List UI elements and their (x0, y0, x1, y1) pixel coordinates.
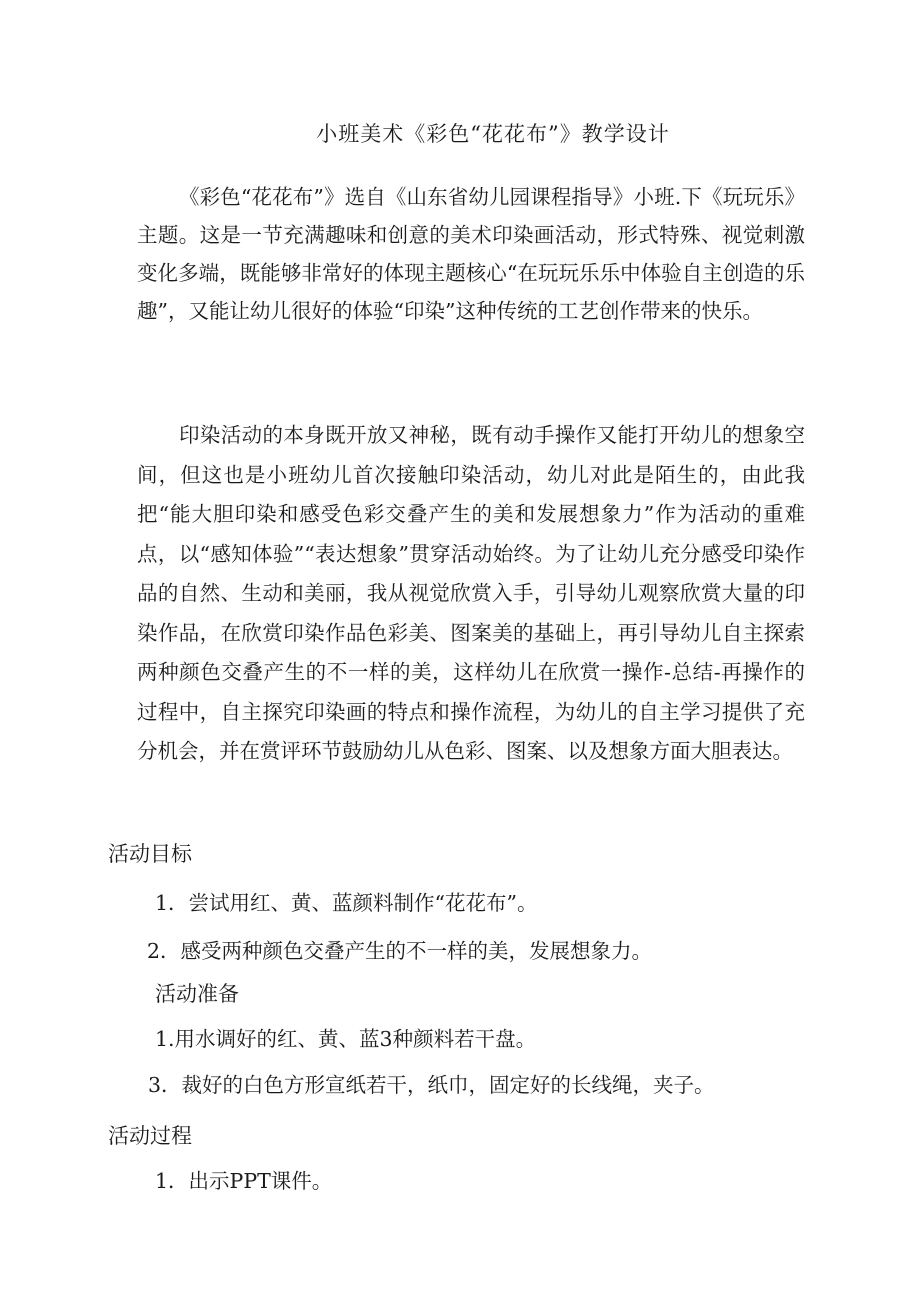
intro-paragraph: 《彩色“花花布”》选自《山东省幼儿园课程指导》小班.下《玩玩乐》主题。这是一节充满趣味和创意的美术印染画活动，形式特殊、视觉刺激变化多端，既能够非常好的体现主题核心“在玩玩乐乐中体验自主创造的乐趣”，又能让幼儿很好的体验“印染”这种传统的工艺创作带来的快乐。 (137, 185, 805, 323)
process-item-1: 1．出示PPT课件。 (155, 1169, 333, 1193)
preparation-item-2: 3．裁好的白色方形宣纸若干，纸巾，固定好的长线绳，夹子。 (148, 1073, 715, 1097)
goal-item-1: 1．尝试用红、黄、蓝颜料制作“花花布”。 (155, 891, 538, 915)
goals-heading: 活动目标 (108, 842, 192, 866)
preparation-heading: 活动准备 (155, 982, 239, 1006)
goal-item-2: 2．感受两种颜色交叠产生的不一样的美，发展想象力。 (147, 939, 653, 963)
preparation-item-1: 1.用水调好的红、黄、蓝3种颜料若干盘。 (155, 1027, 537, 1051)
process-heading: 活动过程 (108, 1124, 192, 1148)
document-title: 小班美术《彩色“花花布”》教学设计 (316, 122, 670, 146)
design-paragraph: 印染活动的本身既开放又神秘，既有动手操作又能打开幼儿的想象空间，但这也是小班幼儿首次接触印染活动，幼儿对此是陌生的，由此我把“能大胆印染和感受色彩交叠产生的美和发展想象力”作为活动的重难点，以“感知体验”“表达想象”贯穿活动始终。为了让幼儿充分感受印染作品的自然、生动和美丽，我从视觉欣赏入手，引导幼儿观察欣赏大量的印染作品，在欣赏印染作品色彩美、图案美的基础上，再引导幼儿自主探索两种颜色交叠产生的不一样的美，这样幼儿在欣赏一操作-总结-再操作的过程中，自主探究印染画的特点和操作流程，为幼儿的自主学习提供了充分机会，并在赏评环节鼓励幼儿从色彩、图案、以及想象方面大胆表达。 (137, 423, 805, 763)
